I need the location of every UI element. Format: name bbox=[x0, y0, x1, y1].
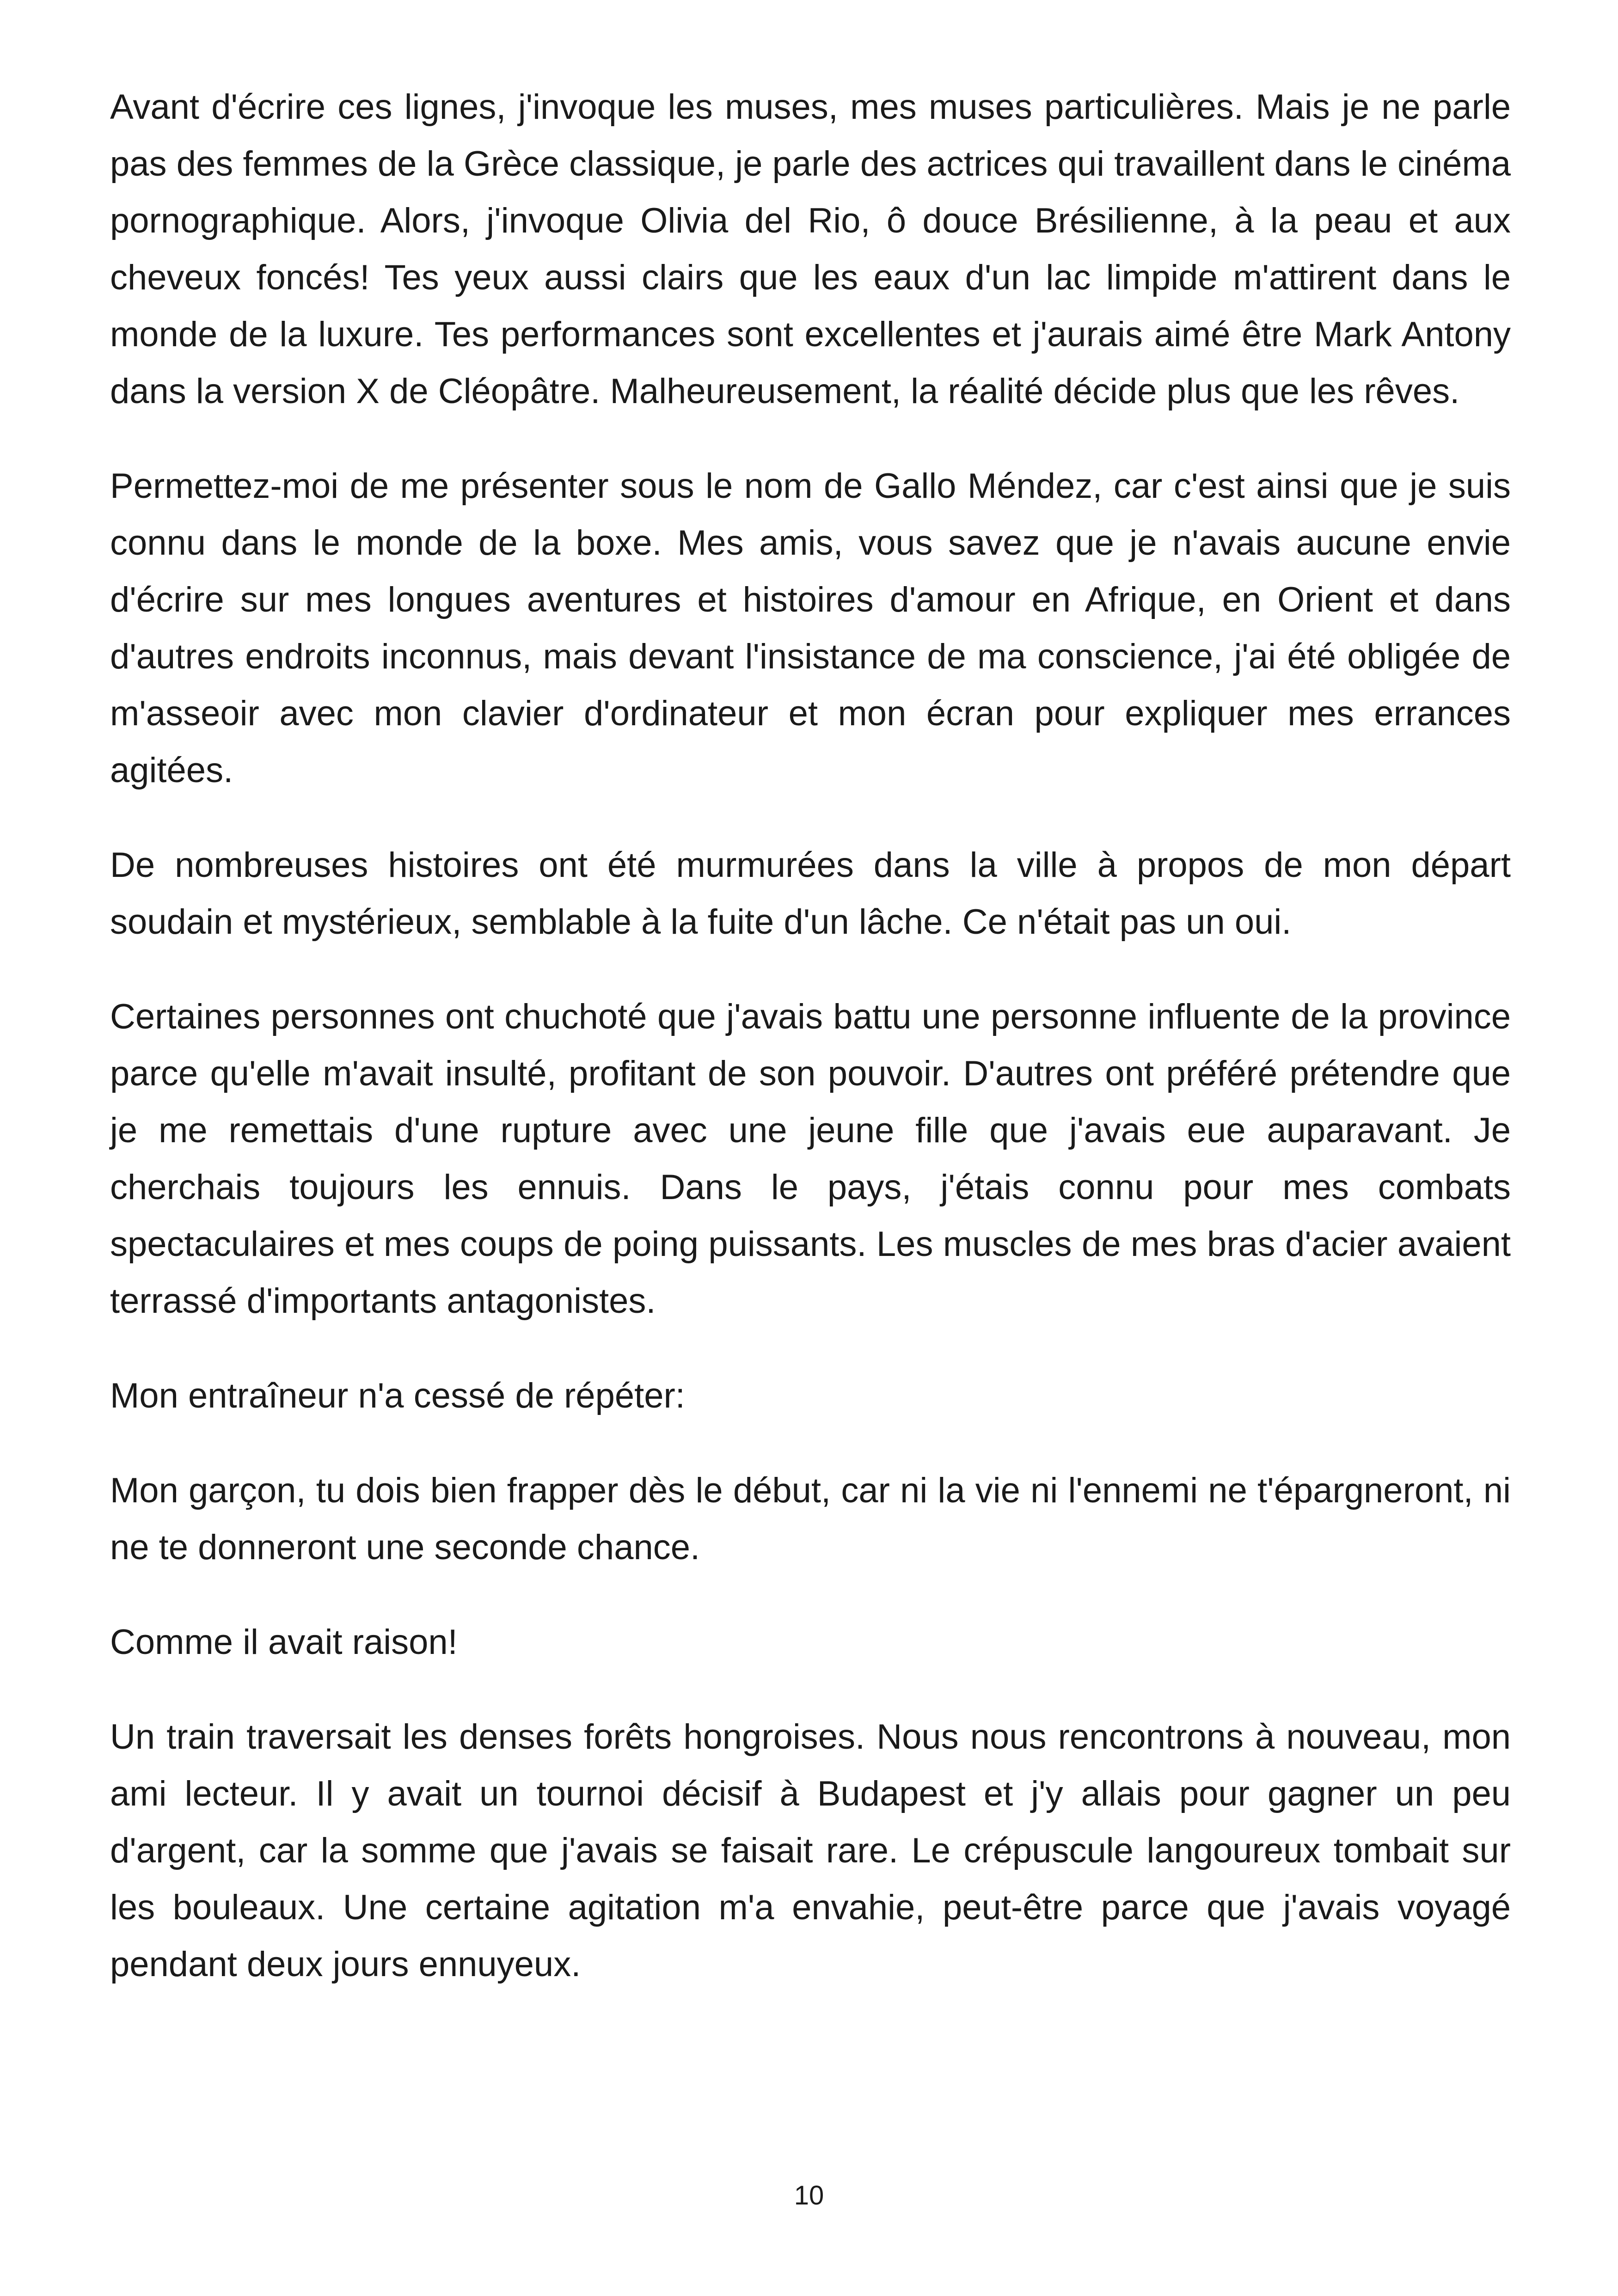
paragraph-5: Mon entraîneur n'a cessé de répéter: bbox=[110, 1376, 685, 1415]
paragraph-1: Avant d'écrire ces lignes, j'invoque les muses, mes muses particulières. Mais je ne parle pas des femmes de la Grèce classique, je parle des actrices qui travaillent dans le cinéma pornographique. Alors, j'invoque Olivia del Rio, ô douce Brésilienne, à la peau et aux cheveux foncés! Tes yeux aussi clairs que les eaux d'un lac limpide m'attirent dans le monde de la luxure. Tes performances sont excellentes et j'aurais aimé être Mark Antony dans la version X de Cléopâtre. Malheureusement, la réalité décide plus que les rêves. bbox=[110, 87, 1511, 411]
paragraph-4: Certaines personnes ont chuchoté que j'avais battu une personne influente de la province parce qu'elle m'avait insulté, profitant de son pouvoir. D'autres ont préféré prétendre que je me remettais d'une rupture avec une jeune fille que j'avais eue auparavant. Je cherchais toujours les ennuis. Dans le pays, j'étais connu pour mes combats spectaculaires et mes coups de poing puissants. Les muscles de mes bras d'acier avaient terrassé d'importants antagonistes. bbox=[110, 997, 1511, 1321]
paragraph-8: Un train traversait les denses forêts hongroises. Nous nous rencontrons à nouveau, mon ami lecteur. Il y avait un tournoi décisif à Budapest et j'y allais pour gagner un peu d'argent, car la somme que j'avais se faisait rare. Le crépuscule langoureux tombait sur les bouleaux. Une certaine agitation m'a envahie, peut-être parce que j'avais voyagé pendant deux jours ennuyeux. bbox=[110, 1717, 1511, 1984]
paragraph-7: Comme il avait raison! bbox=[110, 1623, 458, 1662]
paragraph-3: De nombreuses histoires ont été murmurées dans la ville à propos de mon départ soudain et mystérieux, semblable à la fuite d'un lâche. Ce n'était pas un oui. bbox=[110, 845, 1511, 942]
paragraph-6: Mon garçon, tu dois bien frapper dès le début, car ni la vie ni l'ennemi ne t'épargneront, ni ne te donneront une seconde chance. bbox=[110, 1471, 1511, 1567]
page-number: 10 bbox=[794, 2180, 824, 2210]
body-text bbox=[110, 79, 1511, 2031]
paragraph-2: Permettez-moi de me présenter sous le nom de Gallo Méndez, car c'est ainsi que je suis connu dans le monde de la boxe. Mes amis, vous savez que je n'avais aucune envie d'écrire sur mes longues aventures et histoires d'amour en Afrique, en Orient et dans d'autres endroits inconnus, mais devant l'insistance de ma conscience, j'ai été obligée de m'asseoir avec mon clavier d'ordinateur et mon écran pour expliquer mes errances agitées. bbox=[110, 466, 1511, 790]
